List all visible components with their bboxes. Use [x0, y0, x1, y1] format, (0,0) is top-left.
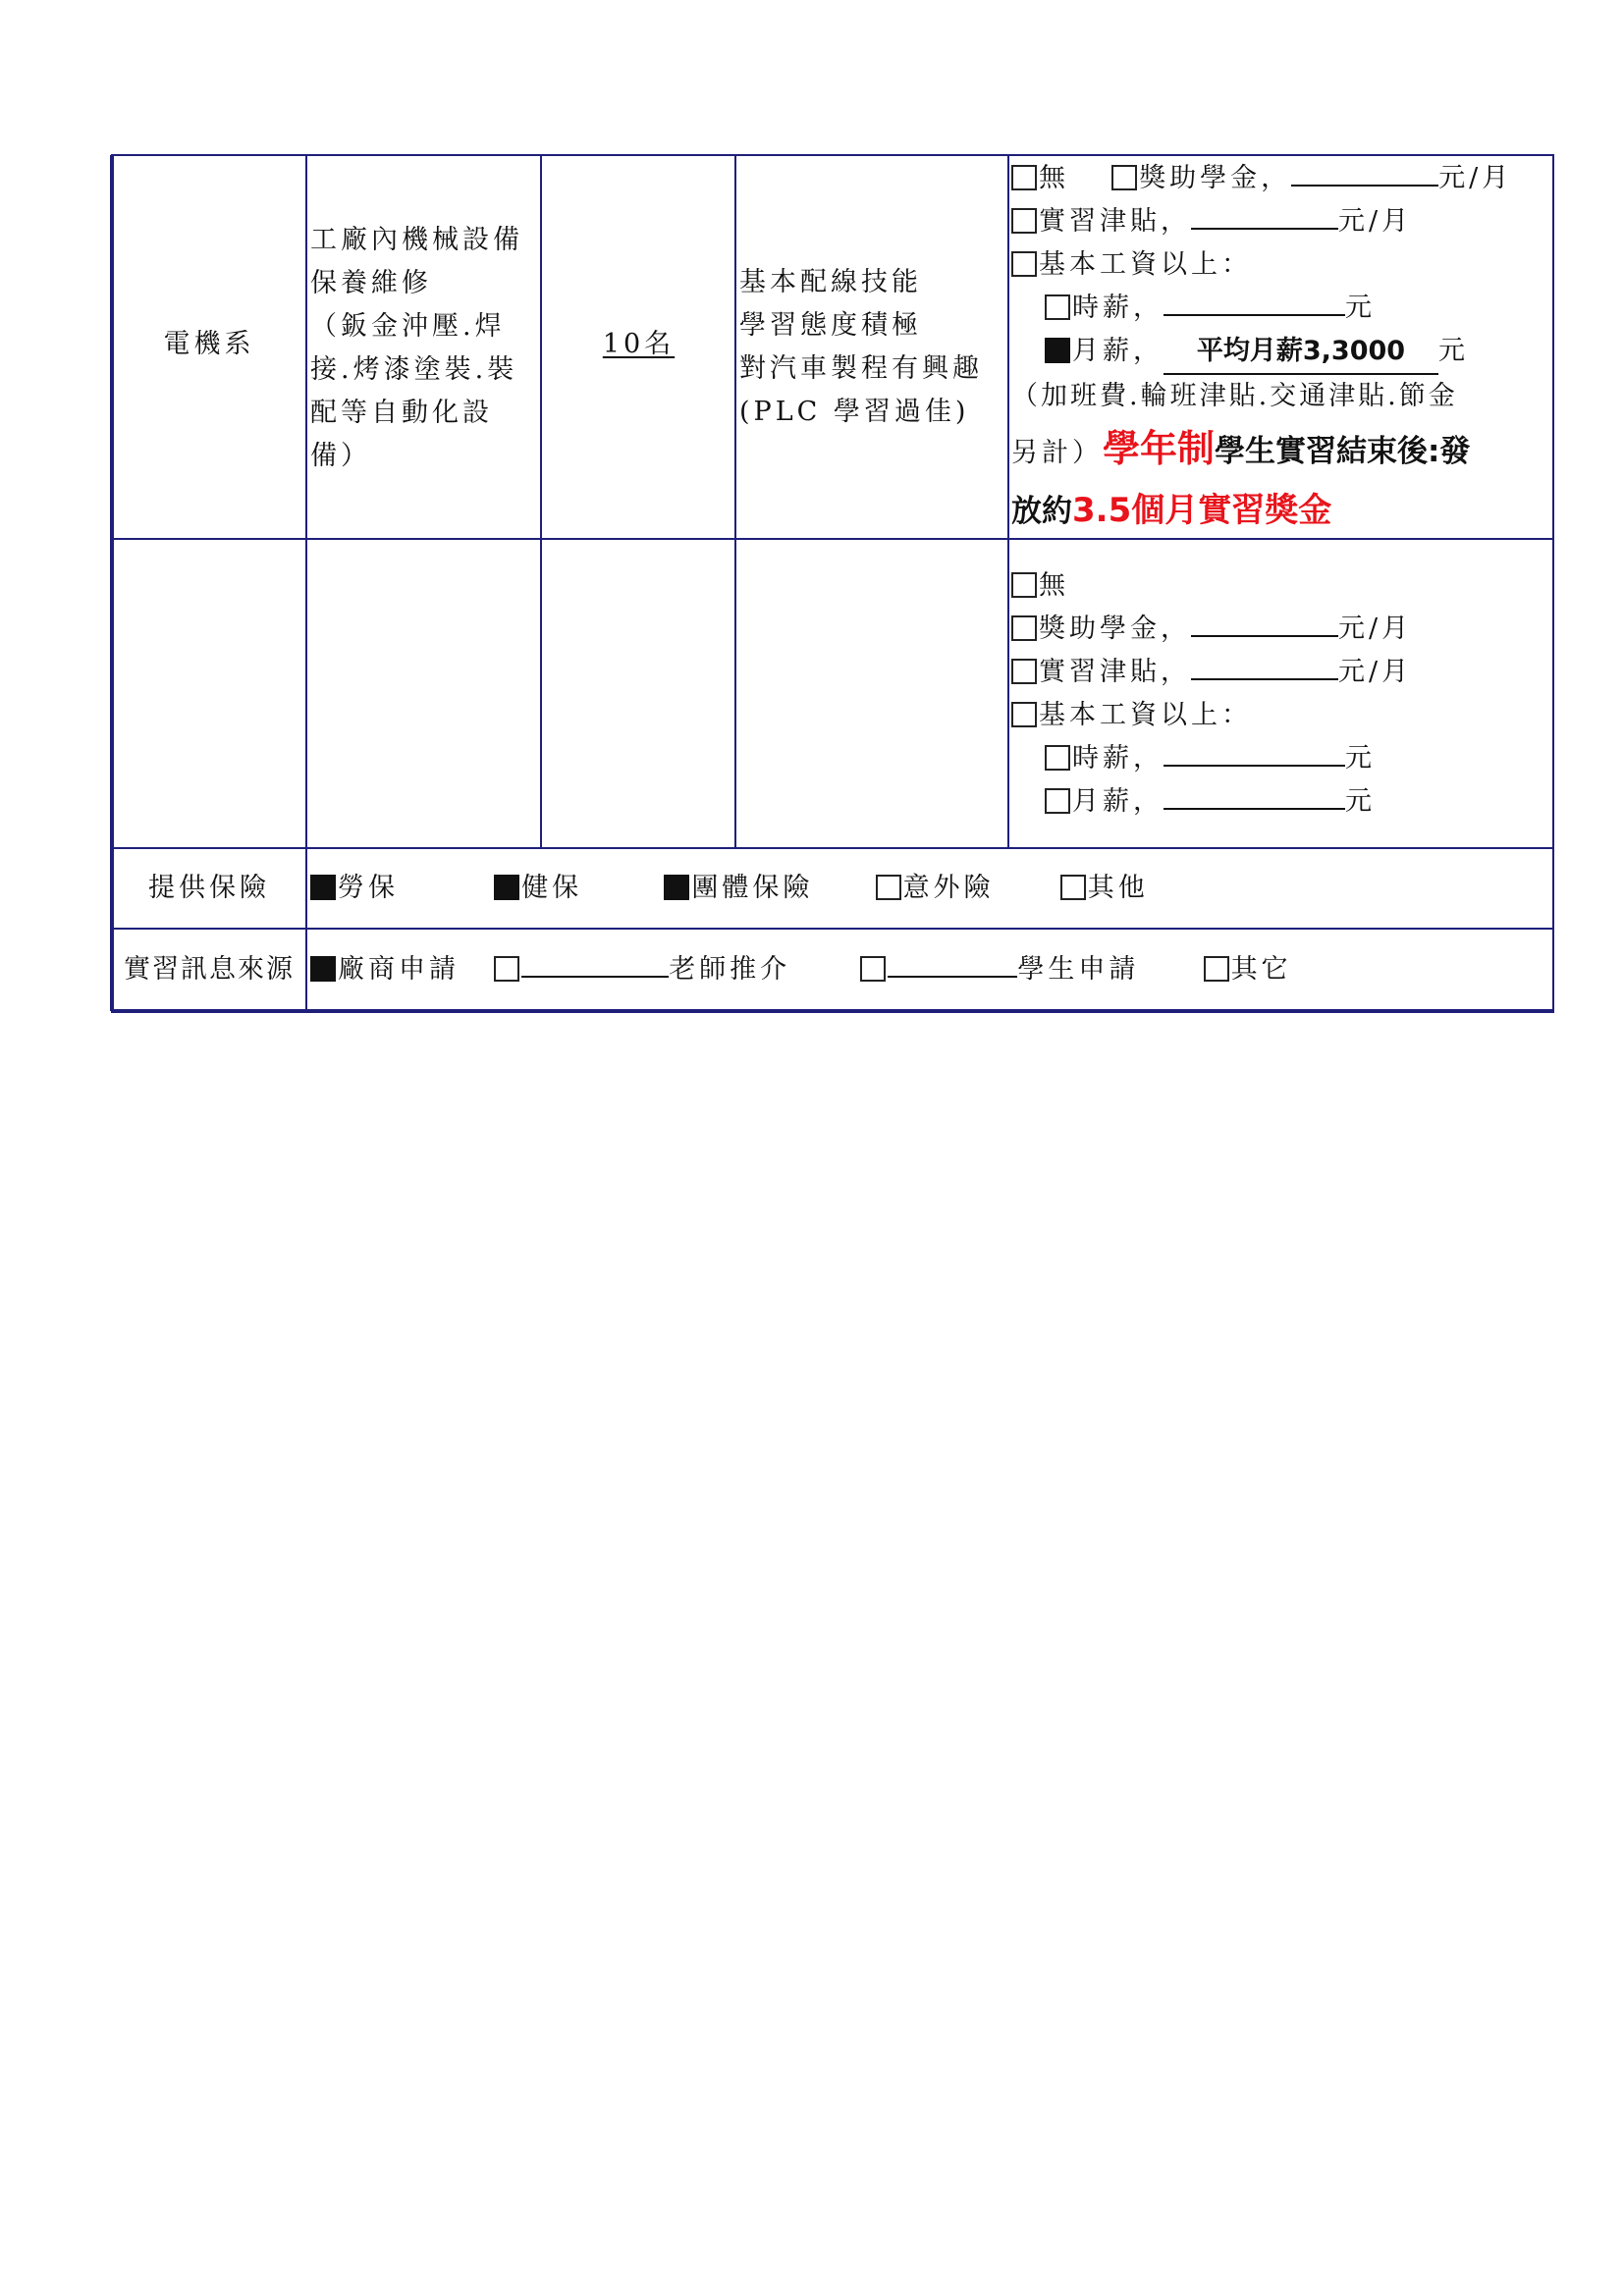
work-content-line: 配等自動化設	[310, 398, 493, 428]
work-content-line: 保養維修	[310, 268, 432, 298]
student-blank[interactable]	[888, 976, 1017, 978]
hourly-label: 時薪，	[1072, 293, 1164, 323]
internship-blank[interactable]	[1191, 678, 1338, 680]
allowance-line	[1011, 694, 1553, 737]
note-bold-text: 放約	[1011, 494, 1072, 529]
yuan-label: 元	[1345, 743, 1376, 774]
internship-blank[interactable]	[1191, 228, 1338, 230]
insurance-label: 提供保險	[148, 873, 270, 903]
internship-label: 實習津貼，	[1039, 657, 1191, 687]
source-label-cell	[112, 948, 306, 991]
requirement-line: (PLC 學習過佳)	[739, 397, 970, 427]
checkbox-none[interactable]	[1011, 572, 1037, 598]
work-content-line: 備）	[310, 441, 371, 471]
allowance-cell-2	[1011, 564, 1553, 824]
checkbox-monthly-checked[interactable]	[1045, 338, 1070, 363]
yuan-label: 元	[1345, 786, 1376, 817]
accident-insurance-label: 意外險	[902, 873, 995, 903]
checkbox-student-apply[interactable]	[860, 956, 886, 982]
student-apply-label: 學生申請	[1017, 954, 1140, 985]
checkbox-monthly[interactable]	[1045, 788, 1070, 814]
scholarship-blank[interactable]	[1291, 185, 1438, 187]
note-red-text: 3.5個月實習獎金	[1072, 491, 1332, 530]
allowance-line	[1011, 651, 1553, 694]
allowance-note-line	[1011, 418, 1553, 484]
headcount-text: 10名	[602, 329, 676, 359]
note-red-text: 學年制	[1103, 427, 1216, 470]
checkbox-factory-apply[interactable]	[310, 956, 336, 982]
checkbox-other-source[interactable]	[1204, 956, 1229, 982]
group-insurance-label: 團體保險	[691, 873, 814, 903]
monthly-label: 月薪，	[1072, 336, 1164, 366]
source-options	[310, 948, 1292, 991]
insurance-options	[310, 867, 1149, 910]
per-month-label: 元/月	[1338, 657, 1413, 687]
internship-label: 實習津貼，	[1039, 206, 1191, 237]
work-content-line: 工廠內機械設備	[310, 225, 523, 255]
checkbox-accident-insurance[interactable]	[876, 875, 901, 900]
checkbox-hourly[interactable]	[1045, 294, 1070, 320]
requirements-cell	[739, 261, 1006, 434]
other-source-label: 其它	[1230, 954, 1292, 985]
hourly-blank[interactable]	[1164, 765, 1345, 767]
allowance-line	[1011, 243, 1553, 287]
hourly-blank[interactable]	[1164, 314, 1345, 316]
requirement-line: 基本配線技能	[739, 267, 922, 297]
checkbox-min-wage[interactable]	[1011, 702, 1037, 727]
hourly-label: 時薪，	[1072, 743, 1164, 774]
min-wage-label: 基本工資以上：	[1039, 249, 1252, 280]
health-insurance-label: 健保	[521, 873, 583, 903]
monthly-value: 平均月薪3,3000	[1196, 336, 1406, 366]
allowance-line	[1011, 737, 1553, 780]
other-insurance-label: 其他	[1087, 873, 1149, 903]
work-content-line: （鈑金沖壓.焊	[310, 311, 506, 342]
checkbox-group-insurance[interactable]	[664, 875, 689, 900]
allowance-line	[1011, 157, 1553, 200]
allowance-note-line: （加班費.輪班津貼.交通津貼.節金	[1011, 381, 1458, 411]
monthly-label: 月薪，	[1072, 786, 1164, 817]
requirement-line: 對汽車製程有興趣	[739, 353, 983, 384]
none-label: 無	[1039, 163, 1069, 193]
requirement-line: 學習態度積極	[739, 310, 922, 341]
source-label: 實習訊息來源	[124, 954, 295, 985]
checkbox-internship[interactable]	[1011, 659, 1037, 684]
yuan-label: 元	[1438, 336, 1469, 366]
teacher-blank[interactable]	[521, 976, 669, 978]
labor-insurance-label: 勞保	[338, 873, 399, 903]
per-month-label: 元/月	[1338, 206, 1413, 237]
work-content-line: 接.烤漆塗裝.裝	[310, 354, 518, 385]
department-text: 電機系	[163, 329, 255, 359]
monthly-blank[interactable]	[1164, 808, 1345, 810]
insurance-label-cell	[112, 867, 306, 910]
department-cell	[112, 323, 306, 366]
checkbox-min-wage[interactable]	[1011, 251, 1037, 277]
headcount-cell	[542, 323, 735, 366]
note-bold-text: 學生實習結束後:發	[1215, 434, 1471, 469]
allowance-line	[1011, 200, 1553, 243]
checkbox-hourly[interactable]	[1045, 745, 1070, 771]
allowance-line	[1011, 287, 1553, 330]
checkbox-internship[interactable]	[1011, 208, 1037, 234]
yuan-label: 元	[1345, 293, 1376, 323]
allowance-line	[1011, 564, 1553, 608]
scholarship-label: 獎助學金，	[1039, 614, 1191, 644]
checkbox-health-insurance[interactable]	[494, 875, 519, 900]
checkbox-other-insurance[interactable]	[1060, 875, 1086, 900]
allowance-line	[1011, 608, 1553, 651]
checkbox-labor-insurance[interactable]	[310, 875, 336, 900]
scholarship-label: 獎助學金，	[1139, 163, 1292, 193]
scholarship-blank[interactable]	[1191, 635, 1338, 637]
work-content-cell	[310, 219, 540, 478]
none-label: 無	[1039, 570, 1069, 601]
checkbox-scholarship[interactable]	[1011, 615, 1037, 641]
teacher-recommend-label: 老師推介	[669, 954, 791, 985]
checkbox-none[interactable]	[1011, 165, 1037, 190]
min-wage-label: 基本工資以上：	[1039, 700, 1252, 730]
per-month-label: 元/月	[1438, 163, 1513, 193]
per-month-label: 元/月	[1338, 614, 1413, 644]
monthly-blank[interactable]	[1164, 330, 1438, 375]
allowance-line	[1011, 780, 1553, 824]
allowance-line	[1011, 330, 1553, 375]
factory-apply-label: 廠商申請	[338, 954, 460, 985]
allowance-cell	[1011, 157, 1553, 540]
allowance-note-line	[1011, 484, 1553, 540]
checkbox-teacher-recommend[interactable]	[494, 956, 519, 982]
note-prefix: 另計）	[1011, 438, 1103, 468]
checkbox-scholarship[interactable]	[1111, 165, 1137, 190]
